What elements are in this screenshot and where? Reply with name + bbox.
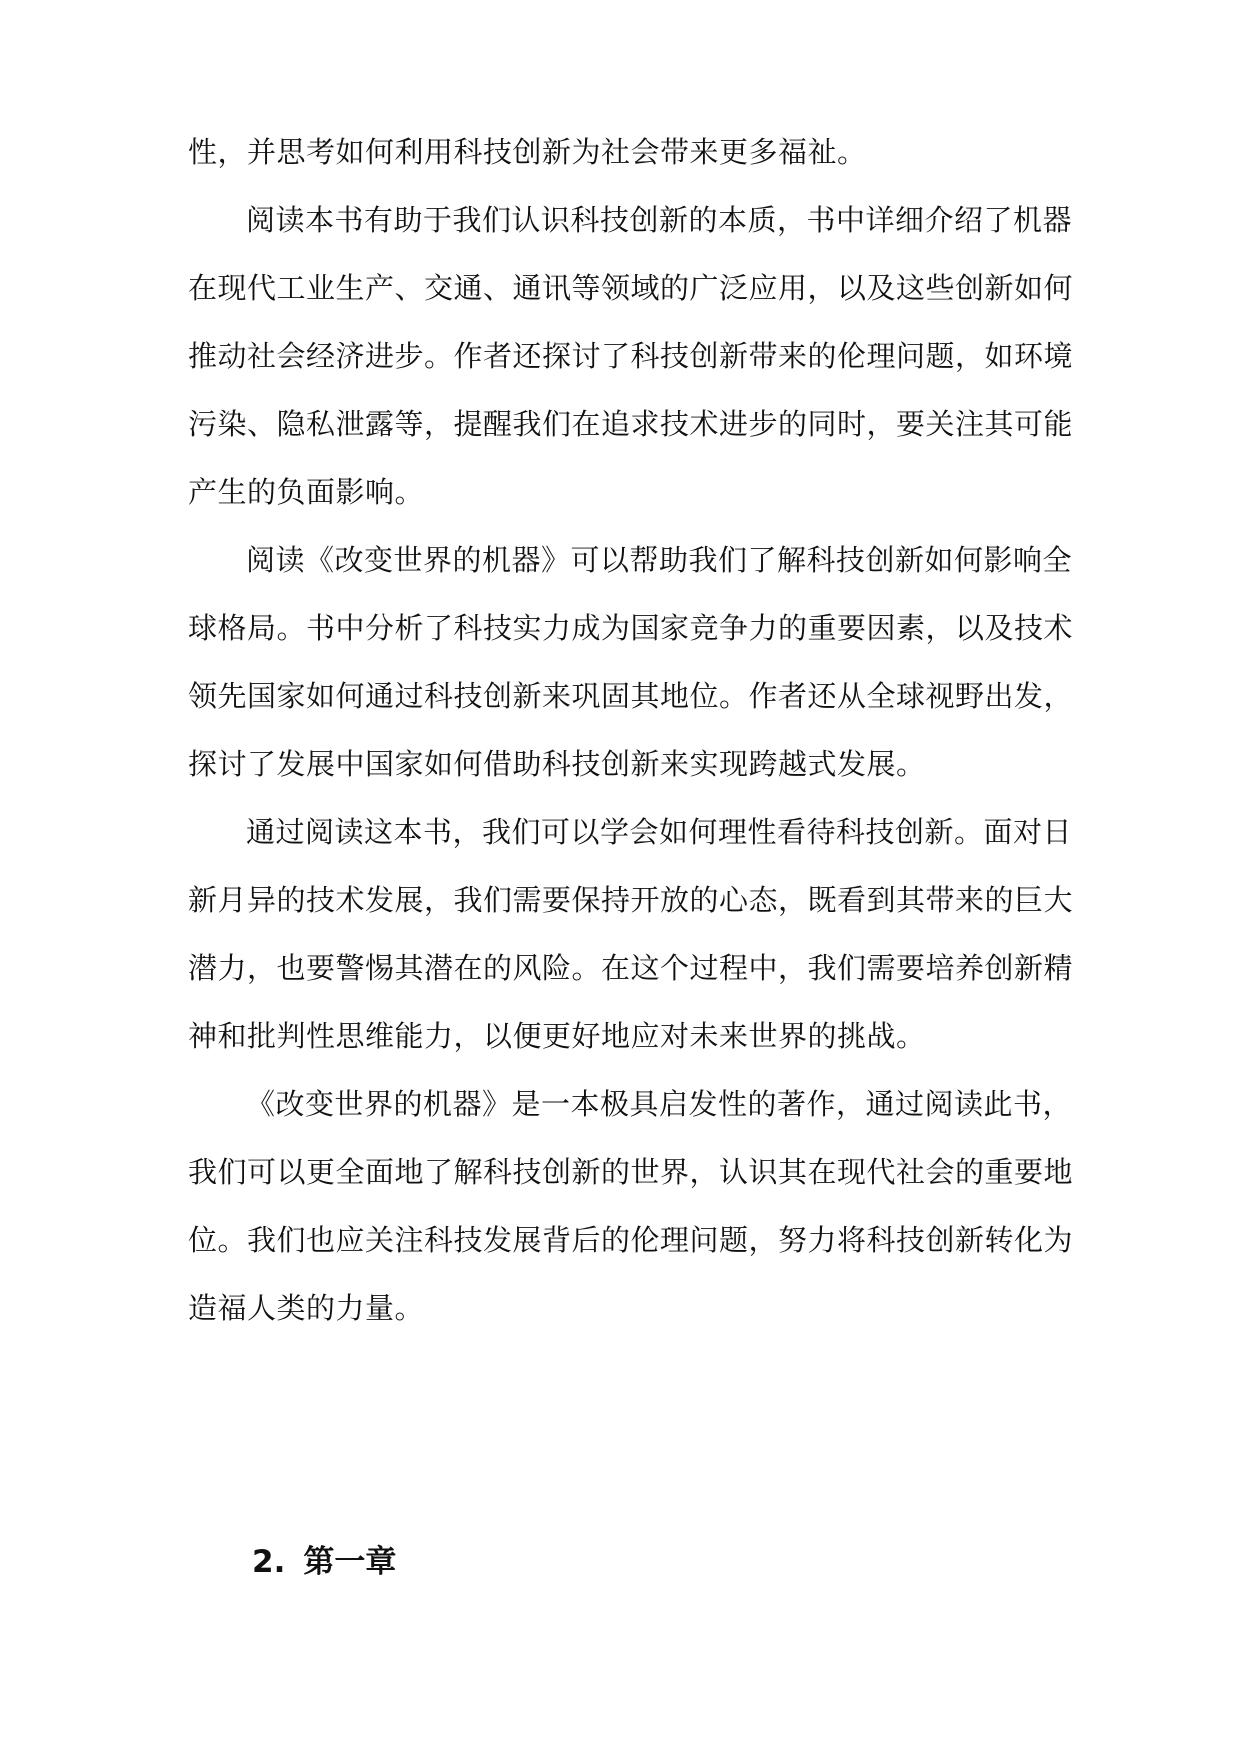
body-line: 神和批判性思维能力，以便更好地应对未来世界的挑战。	[188, 1019, 926, 1053]
body-line: 我们可以更全面地了解科技创新的世界，认识其在现代社会的重要地	[188, 1155, 1074, 1189]
section-heading	[252, 1537, 396, 1587]
body-line: 产生的负面影响。	[188, 475, 425, 509]
body-line: 新月异的技术发展，我们需要保持开放的心态，既看到其带来的巨大	[188, 883, 1074, 917]
paragraph-first-line: 《改变世界的机器》是一本极具启发性的著作，通过阅读此书，	[246, 1087, 1073, 1121]
body-line: 探讨了发展中国家如何借助科技创新来实现跨越式发展。	[188, 747, 926, 781]
paragraph-first-line: 通过阅读这本书，我们可以学会如何理性看待科技创新。面对日	[246, 815, 1073, 849]
paragraph-first-line: 阅读本书有助于我们认识科技创新的本质，书中详细介绍了机器	[246, 203, 1073, 237]
body-line: 污染、隐私泄露等，提醒我们在追求技术进步的同时，要关注其可能	[188, 407, 1074, 441]
body-line: 性，并思考如何利用科技创新为社会带来更多福祉。	[188, 135, 867, 169]
body-line: 潜力，也要警惕其潜在的风险。在这个过程中，我们需要培养创新精	[188, 951, 1074, 985]
section-title: 第一章	[303, 1544, 397, 1580]
body-line: 位。我们也应关注科技发展背后的伦理问题，努力将科技创新转化为	[188, 1223, 1074, 1257]
body-line: 推动社会经济进步。作者还探讨了科技创新带来的伦理问题，如环境	[188, 339, 1074, 373]
body-line: 在现代工业生产、交通、通讯等领域的广泛应用，以及这些创新如何	[188, 271, 1074, 305]
paragraph-first-line: 阅读《改变世界的机器》可以帮助我们了解科技创新如何影响全	[246, 543, 1073, 577]
body-line: 造福人类的力量。	[188, 1291, 425, 1325]
section-number: 2.	[252, 1544, 286, 1580]
body-line: 球格局。书中分析了科技实力成为国家竞争力的重要因素，以及技术	[188, 611, 1074, 645]
body-line: 领先国家如何通过科技创新来巩固其地位。作者还从全球视野出发，	[188, 679, 1074, 713]
